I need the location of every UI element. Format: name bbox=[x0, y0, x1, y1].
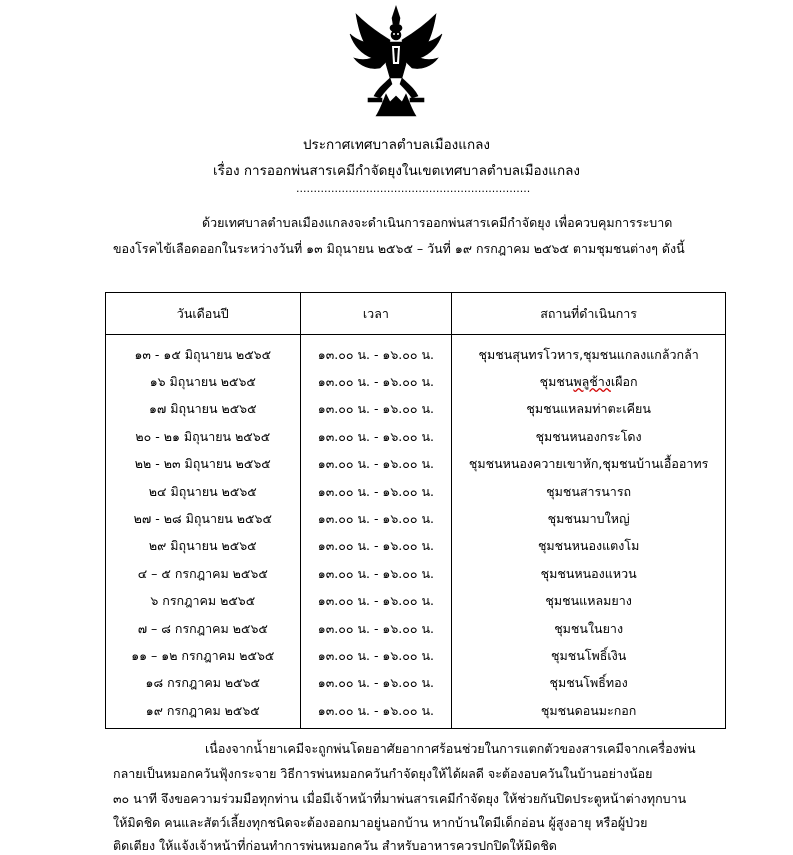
table-row bbox=[106, 560, 726, 587]
announcement-title: ประกาศเทศบาลตำบลเมืองแกลง bbox=[302, 137, 491, 153]
cell-time: ๑๓.๐๐ น. - ๑๖.๐๐ น. bbox=[300, 396, 452, 423]
body-line-3: ๓๐ นาที จึงขอความร่วมมือทุกท่าน เมื่อมีเจ้าหน้าที่มาพ่นสารเคมีกำจัดยุง ให้ช่วยกันปิดประตูหน้าต่างทุกบาน bbox=[113, 791, 687, 806]
cell-place: ชุมชนแหลมยาง bbox=[452, 588, 726, 615]
cell-time: ๑๓.๐๐ น. - ๑๖.๐๐ น. bbox=[300, 670, 452, 697]
table-row bbox=[106, 335, 726, 369]
cell-date: ๖ กรกฎาคม ๒๕๖๕ bbox=[106, 588, 301, 615]
header-time: เวลา bbox=[300, 293, 452, 335]
cell-date: ๑๘ กรกฎาคม ๒๕๖๕ bbox=[106, 670, 301, 697]
body-line-2: กลายเป็นหมอกควันฟุ้งกระจาย วิธีการพ่นหมอกควันกำจัดยุงให้ได้ผลดี จะต้องอบควันในบ้านอย่างน้อย bbox=[113, 766, 653, 781]
body-line-5: ติดเตียง ให้แจ้งเจ้าหน้าที่ก่อนทำการพ่นหมอกควัน สำหรับอาหารควรปกปิดให้มิดชิด bbox=[113, 838, 557, 853]
cell-place: ชุมชนมาบใหญ่ bbox=[452, 505, 726, 532]
cell-place-part: เผือก bbox=[610, 374, 638, 390]
cell-date: ๑๑ – ๑๒ กรกฎาคม ๒๕๖๕ bbox=[106, 642, 301, 669]
cell-place: ชุมชนสารนารถ bbox=[452, 478, 726, 505]
cell-date: ๑๙ กรกฎาคม ๒๕๖๕ bbox=[106, 697, 301, 729]
cell-time: ๑๓.๐๐ น. - ๑๖.๐๐ น. bbox=[300, 560, 452, 587]
cell-date: ๒๙ มิถุนายน ๒๕๖๕ bbox=[106, 533, 301, 560]
table-row bbox=[106, 697, 726, 729]
cell-place bbox=[452, 368, 726, 395]
cell-date: ๒๒ - ๒๓ มิถุนายน ๒๕๖๕ bbox=[106, 451, 301, 478]
cell-place: ชุมชนดอนมะกอก bbox=[452, 697, 726, 729]
table-row bbox=[106, 396, 726, 423]
cell-time: ๑๓.๐๐ น. - ๑๖.๐๐ น. bbox=[300, 505, 452, 532]
table-row bbox=[106, 423, 726, 450]
schedule-table bbox=[105, 292, 726, 729]
intro-line-2: ของโรคไข้เลือดออกในระหว่างวันที่ ๑๓ มิถุนายน ๒๕๖๕ – วันที่ ๑๙ กรกฎาคม ๒๕๖๕ ตามชุมชนต่างๆ ดังนี้ bbox=[113, 241, 685, 256]
cell-place-part: ชุมชน bbox=[539, 374, 574, 390]
cell-place: ชุมชนสุนทรโวหาร,ชุมชนแกลงแกล้วกล้า bbox=[452, 335, 726, 369]
cell-place: ชุมชนหนองกระโดง bbox=[452, 423, 726, 450]
garuda-emblem-icon bbox=[346, 4, 446, 120]
table-row bbox=[106, 451, 726, 478]
header-date: วันเดือนปี bbox=[106, 293, 301, 335]
cell-time: ๑๓.๐๐ น. - ๑๖.๐๐ น. bbox=[300, 478, 452, 505]
table-row bbox=[106, 368, 726, 395]
cell-date: ๒๐ - ๒๑ มิถุนายน ๒๕๖๕ bbox=[106, 423, 301, 450]
cell-date: ๔ – ๕ กรกฎาคม ๒๕๖๕ bbox=[106, 560, 301, 587]
separator-dots: ................................................................... bbox=[296, 182, 531, 195]
body-line-1: เนื่องจากน้ำยาเคมีจะถูกพ่นโดยอาศัยอากาศร้อนช่วยในการแตกตัวของสารเคมีจากเครื่องพ่น bbox=[205, 741, 696, 756]
cell-time: ๑๓.๐๐ น. - ๑๖.๐๐ น. bbox=[300, 368, 452, 395]
cell-place: ชุมชนหนองควายเขาหัก,ชุมชนบ้านเอื้ออาทร bbox=[452, 451, 726, 478]
table-row bbox=[106, 533, 726, 560]
cell-date: ๑๖ มิถุนายน ๒๕๖๕ bbox=[106, 368, 301, 395]
cell-place: ชุมชนในยาง bbox=[452, 615, 726, 642]
cell-place: ชุมชนหนองแตงโม bbox=[452, 533, 726, 560]
body-line-4: ให้มิดชิด คนและสัตว์เลี้ยงทุกชนิดจะต้องออกมาอยู่นอกบ้าน หากบ้านใดมีเด็กอ่อน ผู้สูงอายุ หรือผู้ป่วย bbox=[113, 815, 648, 830]
cell-place: ชุมชนแหลมท่าตะเคียน bbox=[452, 396, 726, 423]
cell-time: ๑๓.๐๐ น. - ๑๖.๐๐ น. bbox=[300, 335, 452, 369]
cell-time: ๑๓.๐๐ น. - ๑๖.๐๐ น. bbox=[300, 642, 452, 669]
cell-date: ๒๔ มิถุนายน ๒๕๖๕ bbox=[106, 478, 301, 505]
table-row bbox=[106, 670, 726, 697]
cell-place: ชุมชนโพธิ์เงิน bbox=[452, 642, 726, 669]
cell-time: ๑๓.๐๐ น. - ๑๖.๐๐ น. bbox=[300, 615, 452, 642]
cell-time: ๑๓.๐๐ น. - ๑๖.๐๐ น. bbox=[300, 451, 452, 478]
table-row bbox=[106, 478, 726, 505]
intro-line-1: ด้วยเทศบาลตำบลเมืองแกลงจะดำเนินการออกพ่นสารเคมีกำจัดยุง เพื่อควบคุมการระบาด bbox=[202, 215, 673, 230]
cell-date: ๒๗ - ๒๘ มิถุนายน ๒๕๖๕ bbox=[106, 505, 301, 532]
cell-time: ๑๓.๐๐ น. - ๑๖.๐๐ น. bbox=[300, 423, 452, 450]
cell-date: ๗ – ๘ กรกฎาคม ๒๕๖๕ bbox=[106, 615, 301, 642]
table-row bbox=[106, 505, 726, 532]
cell-place: ชุมชนหนองแหวน bbox=[452, 560, 726, 587]
table-row bbox=[106, 615, 726, 642]
header-place: สถานที่ดำเนินการ bbox=[452, 293, 726, 335]
spellcheck-underlined-word: พลูช้าง bbox=[573, 374, 611, 390]
table-row bbox=[106, 642, 726, 669]
cell-date: ๑๗ มิถุนายน ๒๕๖๕ bbox=[106, 396, 301, 423]
table-header-row bbox=[106, 293, 726, 335]
announcement-subject: เรื่อง การออกพ่นสารเคมีกำจัดยุงในเขตเทศบาลตำบลเมืองแกลง bbox=[212, 163, 580, 179]
cell-time: ๑๓.๐๐ น. - ๑๖.๐๐ น. bbox=[300, 697, 452, 729]
cell-date: ๑๓ - ๑๕ มิถุนายน ๒๕๖๕ bbox=[106, 335, 301, 369]
cell-place: ชุมชนโพธิ์ทอง bbox=[452, 670, 726, 697]
cell-time: ๑๓.๐๐ น. - ๑๖.๐๐ น. bbox=[300, 588, 452, 615]
table-row bbox=[106, 588, 726, 615]
cell-time: ๑๓.๐๐ น. - ๑๖.๐๐ น. bbox=[300, 533, 452, 560]
